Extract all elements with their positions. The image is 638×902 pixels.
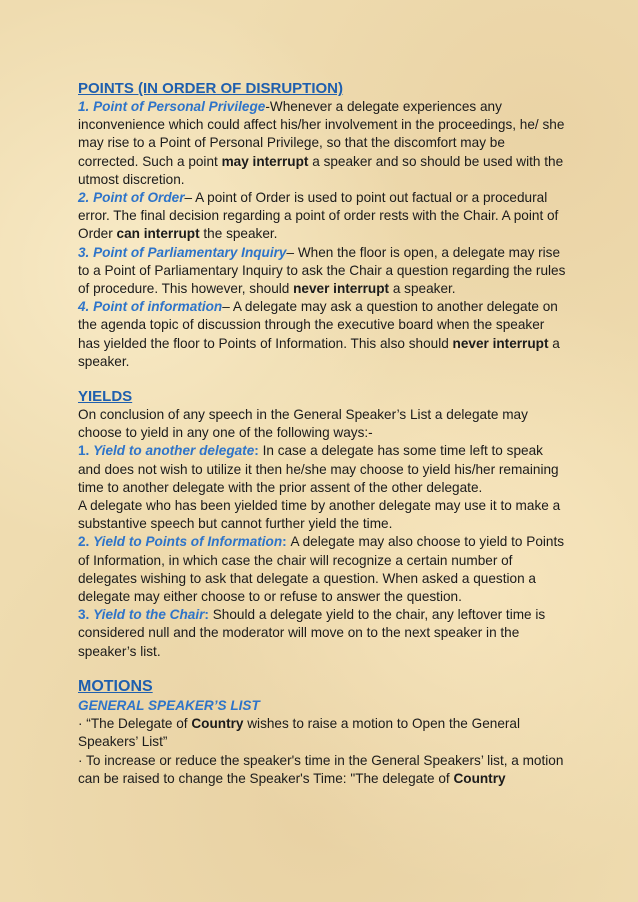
yield-item-1: 1. Yield to another delegate: In case a delegate has some time left to speak and does not wish to utilize it then he/she may choose to yield his/her remaining time to another delegate with the prior assent of the other delegate.	[78, 443, 559, 495]
spacer	[78, 371, 568, 387]
yield-label: Yield to Points of Information	[93, 534, 283, 550]
point-item-2: 2. Point of Order– A point of Order is used to point out factual or a procedural error. The final decision regarding a point of order rests with the Chair. A point of Order can interrupt the speaker.	[78, 190, 559, 242]
yield-item-3: 3. Yield to the Chair: Should a delegate yield to the chair, any leftover time is considered null and the moderator will move on to the next speaker in the speaker’s list.	[78, 607, 546, 659]
document-body	[78, 79, 568, 788]
motion-line-2: · To increase or reduce the speaker's time in the General Speakers’ list, a motion can be raised to change the Speaker's Time: "The delegate of Country	[78, 752, 564, 786]
yield-item-2: 2. Yield to Points of Information: A delegate may also choose to yield to Points of Information, in which case the chair will recognize a certain number of delegates wishing to ask that delegate a question. When asked a question a delegate may either choose to or refuse to answer the question.	[78, 534, 565, 605]
yield-label: Yield to the Chair	[93, 607, 205, 623]
section-heading-motions: MOTIONS	[78, 677, 153, 695]
point-label: 1. Point of Personal Privilege	[78, 99, 266, 114]
point-label: 2. Point of Order	[78, 190, 185, 206]
motion-line-1: · “The Delegate of Country wishes to raise a motion to Open the General Speakers’ List”	[78, 716, 521, 750]
section-heading-points: POINTS (IN ORDER OF DISRUPTION)	[78, 80, 344, 97]
point-item-4: 4. Point of information– A delegate may ask a question to another delegate on the agenda topic of discussion through the executive board when the speaker has yielded the floor to Points of Information. This also should never interrupt a speaker.	[78, 299, 560, 369]
section-heading-yields: YIELDS	[78, 388, 133, 406]
point-label: 3. Point of Parliamentary Inquiry	[78, 244, 287, 260]
point-item-1: 1. Point of Personal Privilege-Whenever a delegate experiences any inconvenience which could affect his/her involvement in the proceedings, he/ she may rise to a Point of Personal Privilege, so that the discomfort may be corrected. Such a point may interrupt a speaker and so should be used with the utmost discretion.	[78, 99, 565, 187]
point-label: 4. Point of information	[78, 299, 223, 315]
subheading-general-speakers-list: GENERAL SPEAKER’S LIST	[78, 697, 260, 713]
spacer	[78, 661, 568, 677]
yields-intro: On conclusion of any speech in the General Speaker’s List a delegate may choose to yield in any one of the following ways:-	[78, 407, 528, 441]
yield-item-1-extra: A delegate who has been yielded time by another delegate may use it to make a substantive speech but cannot further yield the time.	[78, 498, 561, 532]
yield-label: Yield to another delegate	[93, 443, 255, 459]
point-item-3: 3. Point of Parliamentary Inquiry– When the floor is open, a delegate may rise to a Point of Parliamentary Inquiry to ask the Chair a question regarding the rules of procedure. This however, should never interrupt a speaker.	[78, 244, 566, 297]
